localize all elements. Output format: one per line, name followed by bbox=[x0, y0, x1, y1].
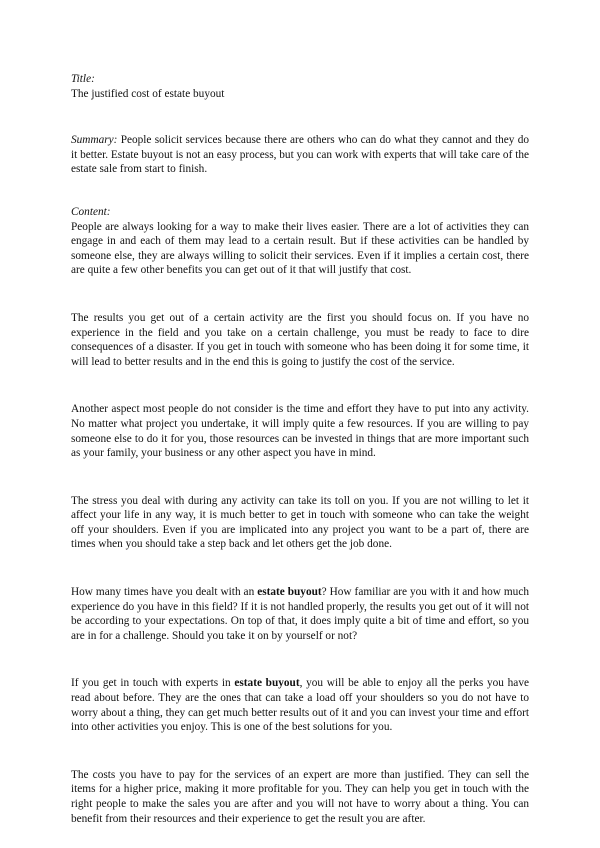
summary-text: People solicit services because there are others who can do what they cannot and they do it better. Estate buyout is not an easy process, but you can work with experts that will take care of the estate sale from start to finish. bbox=[71, 134, 529, 176]
estate-buyout-keyword: estate buyout bbox=[257, 586, 322, 599]
estate-buyout-keyword: estate buyout bbox=[234, 677, 300, 690]
content-paragraph-2: The results you get out of a certain activity are the first you should focus on. If you have no experience in the field and you take on a certain challenge, you must be ready to face to dire consequences of a disaster. If you get in touch with someone who has been doing it for some time, it will lead to better results and in the end this is going to justify the cost of the service. bbox=[71, 311, 529, 368]
content-paragraph-5 bbox=[71, 585, 529, 643]
content-paragraph-3: Another aspect most people do not consider is the time and effort they have to put into any activity. No matter what project you undertake, it will imply quite a few resources. If you are willing to pay someone else to do it for you, those resources can be invested in things that are more important such as your family, your business or any other aspect you have in mind. bbox=[71, 403, 529, 460]
paragraph-6-rest: , you will be able to enjoy all the perks you have read about before. They are the ones that can take a load off your shoulders so you do not have to worry about a thing, they can get much better results out of it and you can invest your time and effort into other activities you enjoy. This is one of the best solutions for you. bbox=[71, 677, 529, 734]
content-paragraph-4: The stress you deal with during any activity can take its toll on you. If you are not willing to let it affect your life in any way, it is much better to get in touch with someone who can take the weight off your shoulders. Even if you are implicated into any project you want to be a part of, there are times when you should take a step back and let others get the job done. bbox=[71, 494, 529, 551]
document-page bbox=[71, 72, 529, 826]
summary-block bbox=[71, 133, 529, 177]
content-paragraph-7: The costs you have to pay for the services of an expert are more than justified. They can sell the items for a higher price, making it more profitable for you. They can help you get in touch with the right people to make the sales you are after and you will not have to worry about a thing. You can benefit from their resources and their experience to get the result you are after. bbox=[71, 768, 529, 825]
title-block bbox=[71, 72, 529, 101]
document-title: The justified cost of estate buyout bbox=[71, 87, 225, 100]
paragraph-5-rest: ? How familiar are you with it and how much experience do you have in this field? If it is not handled properly, the results you get out of it will not be according to your expectations. On top of that, it does imply quite a bit of time and effort, so you are in for a challenge. Should you take it on by yourself or not? bbox=[71, 586, 529, 642]
content-paragraph-1: People are always looking for a way to make their lives easier. There are a lot of activities they can engage in and each of them may lead to a certain result. But if these activities can be handled by someone else, they are always willing to solicit their services. Even if it implies a certain cost, there are quite a few other benefits you can get out of it that will justify that cost. bbox=[71, 220, 529, 277]
paragraph-5-lead: How many times have you dealt with an bbox=[71, 586, 258, 599]
content-paragraph-6 bbox=[71, 676, 529, 734]
paragraph-6-lead: If you get in touch with experts in bbox=[71, 677, 235, 690]
content-body bbox=[71, 220, 529, 827]
title-label: Title: bbox=[71, 73, 95, 85]
summary-label: Summary: bbox=[71, 134, 118, 147]
content-label: Content: bbox=[71, 205, 111, 218]
